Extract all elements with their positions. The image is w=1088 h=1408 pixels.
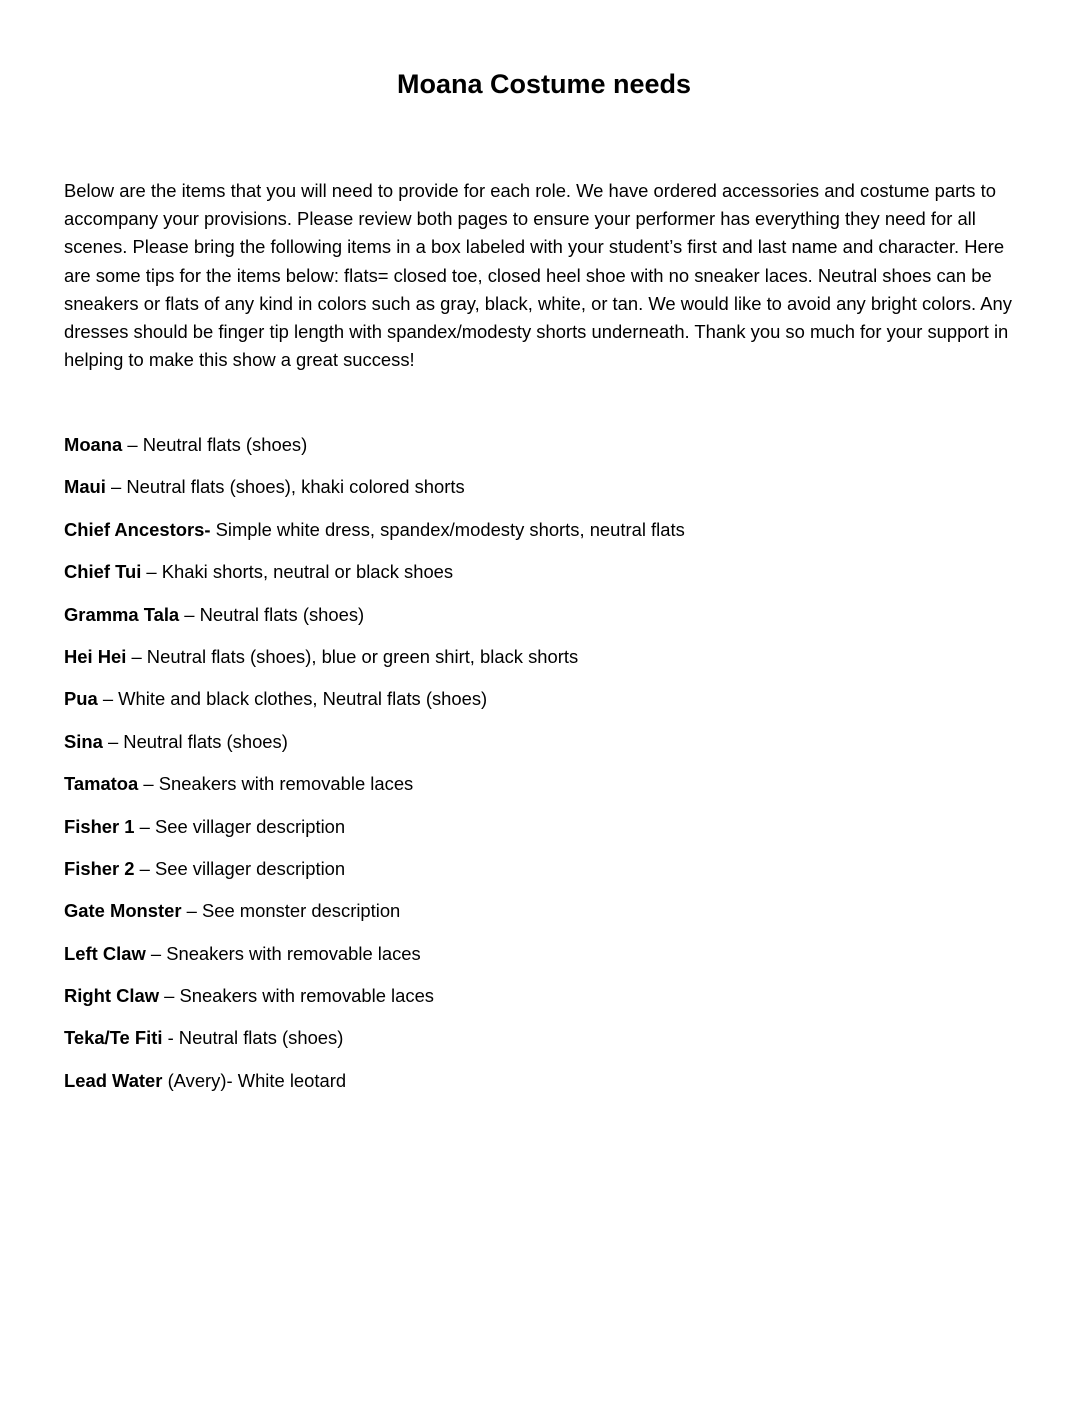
- role-name: Moana: [64, 434, 123, 455]
- role-name: Right Claw: [64, 985, 160, 1007]
- role-description: – Neutral flats (shoes), khaki colored shorts: [105, 476, 465, 498]
- role-description: – Sneakers with removable laces: [138, 773, 414, 795]
- role-item-tamatoa: [64, 770, 1024, 812]
- role-description: – Neutral flats (shoes): [179, 603, 365, 625]
- role-description: – Sneakers with removable laces: [159, 985, 434, 1007]
- role-description: – Neutral flats (shoes), blue or green shirt, black shorts: [126, 645, 579, 667]
- role-name: Hei Hei: [64, 645, 127, 667]
- role-description: – Neutral flats (shoes): [122, 434, 308, 455]
- role-name: Left Claw: [64, 942, 146, 964]
- role-description: – Neutral flats (shoes): [102, 730, 288, 752]
- role-item-sina: [64, 728, 1024, 770]
- role-description: (Avery)- White leotard: [162, 1069, 347, 1091]
- role-item-teka-te-fiti: [64, 1024, 1024, 1066]
- role-name: Gate Monster: [64, 900, 182, 922]
- role-item-fisher-2: [64, 855, 1024, 897]
- role-name: Lead Water: [64, 1069, 163, 1091]
- role-item-moana: [64, 431, 1024, 473]
- role-item-gate-monster: [64, 897, 1024, 939]
- intro-paragraph: Below are the items that you will need to provide for each role. We have ordered accessories and costume parts to accompany your provisions. Please review both pages to ensure your performer has everything they need for all scenes. Please bring the following items in a box labeled with your student’s first and last name and character. Here are some tips for the items below: flats= closed toe, closed heel shoe with no sneaker laces. Neutral shoes can be sneakers or flats of any kind in colors such as gray, black, white, or tan. We would like to avoid any bright colors. Any dresses should be finger tip length with spandex/modesty shorts underneath. Thank you so much for your support in helping to make this show a great success!: [64, 180, 1012, 371]
- role-description: – Sneakers with removable laces: [145, 942, 421, 964]
- role-name: Sina: [64, 730, 103, 752]
- role-description: – Khaki shorts, neutral or black shoes: [141, 561, 454, 583]
- role-description: Simple white dress, spandex/modesty shorts, neutral flats: [210, 518, 685, 540]
- role-description: – White and black clothes, Neutral flats (shoes): [97, 688, 488, 710]
- role-name: Teka/Te Fiti: [64, 1027, 163, 1049]
- role-name: Gramma Tala: [64, 603, 180, 625]
- role-description: – See villager description: [134, 857, 346, 879]
- role-item-left-claw: [64, 940, 1024, 982]
- role-item-maui: [64, 473, 1024, 515]
- role-description: – See monster description: [181, 900, 401, 922]
- role-name: Pua: [64, 688, 98, 710]
- role-name: Chief Ancestors-: [64, 518, 211, 540]
- role-name: Chief Tui: [64, 561, 142, 583]
- role-item-pua: [64, 685, 1024, 727]
- role-item-chief-ancestors: [64, 516, 1024, 558]
- role-item-lead-water: [64, 1067, 1024, 1109]
- role-item-hei-hei: [64, 643, 1024, 685]
- role-item-gramma-tala: [64, 601, 1024, 643]
- page-title: Moana Costume needs: [396, 69, 692, 99]
- role-name: Tamatoa: [64, 773, 139, 795]
- role-item-right-claw: [64, 982, 1024, 1024]
- role-name: Maui: [64, 476, 106, 498]
- role-name: Fisher 1: [64, 815, 135, 837]
- role-item-chief-tui: [64, 558, 1024, 600]
- role-description: - Neutral flats (shoes): [162, 1027, 344, 1049]
- role-name: Fisher 2: [64, 857, 135, 879]
- role-item-fisher-1: [64, 813, 1024, 855]
- role-description: – See villager description: [134, 815, 346, 837]
- role-list: [64, 431, 1024, 1109]
